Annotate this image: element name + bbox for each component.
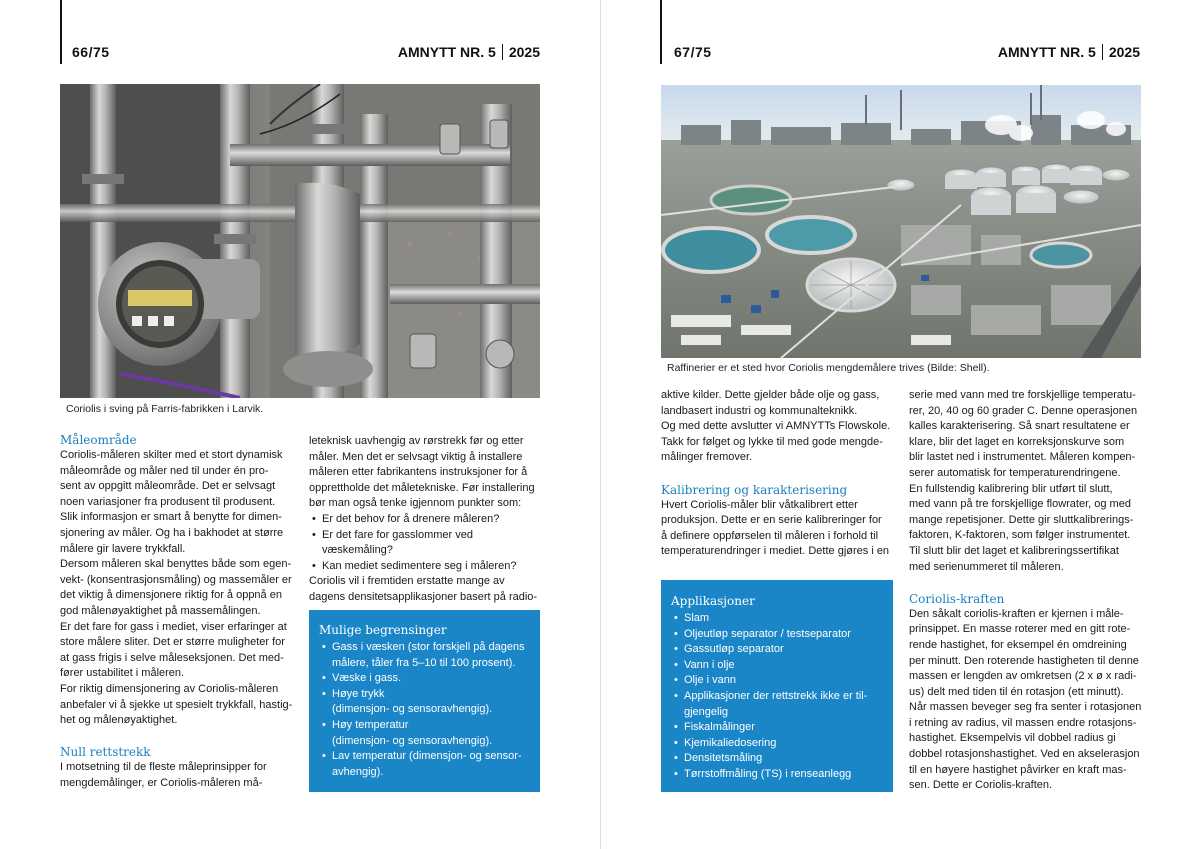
left-column-2 (309, 434, 544, 606)
applications-list (671, 611, 883, 783)
list-item: • Gassutløp separator (671, 642, 883, 658)
body-line: leteknisk uavhengig av rørstrekk før og etter (309, 435, 524, 447)
body-line: fører ustabilitet i måleren. (60, 667, 185, 680)
list-item: • Oljeutløp separator / testseparator (671, 627, 883, 643)
box-title: Mulige begrensinger (319, 623, 447, 637)
body-line: mengdemålinger, er Coriolis-måleren må- (60, 776, 263, 789)
list-item: • Lav temperatur (dimensjon- og sensor- avhengig). (319, 749, 530, 780)
body-line: dobbel rotasjonshastighet. Ved en akselerasjon (909, 748, 1140, 761)
body-line: måleren etter fabrikantens instruksjoner for å (309, 466, 528, 479)
right-page (600, 0, 1200, 849)
body-line: I motsetning til de fleste måleprinsipper for (60, 761, 267, 774)
body-line: anbefaler vi å sjekke ut spesielt trykkfall, hastig- (60, 698, 293, 711)
right-column-1 (661, 388, 899, 560)
checklist (309, 512, 544, 574)
body-line: Coriolis-måleren skilter med et stort dynamisk (60, 449, 283, 461)
page-number: 67/75 (674, 44, 712, 60)
body-line: opprettholde det måletekniske. Før installering (309, 481, 535, 494)
body-line: Til slutt blir det laget et kalibreringssertifikat (909, 544, 1119, 557)
publication-year: 2025 (508, 44, 540, 60)
body-line: sen. Dette er Coriolis-kraften. (909, 779, 1053, 792)
publication-name: AMNYTT NR. 5 (397, 44, 496, 60)
body-line: Er det fare for gass i mediet, viser erfaringer at (60, 620, 287, 633)
page-marker-line (60, 0, 62, 64)
list-item: • Gass i væsken (stor forskjell på dagens målere, tåler fra 5–10 til 100 prosent). (319, 640, 530, 671)
body-line: per minutt. Den roterende hastigheten til denne (909, 654, 1139, 667)
body-line: prinsippet. En masse roterer med en gitt rote- (909, 623, 1131, 636)
publication-header (398, 44, 540, 60)
section-heading-coriolis-kraften: Coriolis-kraften (909, 591, 1005, 606)
body-line: For riktig dimensjonering av Coriolis-måleren (60, 682, 279, 695)
body-line: Dersom måleren skal benyttes både som egen- (60, 558, 292, 571)
page-marker-line (660, 0, 662, 64)
body-line: temperaturendringer i mediet. Dette gjøres i en (661, 545, 890, 558)
body-line: En fullstendig kalibrering blir utført til slutt, (909, 482, 1113, 495)
body-line: produksjon. Dette er en serie kalibreringer for (661, 514, 882, 527)
body-line: faktoren, K-faktoren, som følger instrumentet. (909, 529, 1131, 542)
box-title: Applikasjoner (671, 594, 755, 608)
list-item: • Tørrstoffmåling (TS) i renseanlegg (671, 767, 883, 783)
list-item: • Er det behov for å drenere måleren? (309, 512, 544, 528)
body-line: blir lastet ned i instrumentet. Måleren kompen- (909, 451, 1136, 464)
body-line: rer, 20, 40 og 60 grader C. Denne operasjonen (909, 404, 1138, 417)
body-line: hastighet. Eksempelvis vil dobbel radius gi (909, 732, 1116, 745)
applications-box (661, 580, 893, 792)
list-item: • Applikasjoner der rettstrekk ikke er til- gjengelig (671, 689, 883, 720)
list-item: • Olje i vann (671, 673, 883, 689)
list-item: • Vann i olje (671, 658, 883, 674)
body-line: Takk for følget og lykke til med gode mengde- (661, 435, 883, 448)
list-item: • Kan mediet sedimentere seg i måleren? (309, 559, 544, 575)
list-item: • Fiskalmålinger (671, 720, 883, 736)
section-heading-maleomrade: Måleområde (60, 433, 137, 447)
body-line: å definere oppførselen til måleren i forhold til (661, 529, 879, 542)
body-line: med serienummeret til måleren. (909, 560, 1064, 573)
body-line: Den såkalt coriolis-kraften er kjernen i måle- (909, 607, 1124, 620)
photo-caption: Raffinerier er et sted hvor Coriolis mengdemålere trives (Bilde: Shell). (667, 362, 990, 374)
photo-caption: Coriolis i sving på Farris-fabrikken i Larvik. (66, 403, 264, 415)
body-line: Slik informasjon er smart å benytte for dimen- (60, 511, 282, 524)
body-line: serie med vann med tre forskjellige temperatu- (909, 389, 1136, 401)
body-line: målere gir lavere trykkfall. (60, 542, 186, 555)
body-line: aktive kilder. Dette gjelder både olje og gass, (661, 389, 880, 401)
body-line: noen variasjoner fra produsent til produsent. (60, 495, 276, 508)
publication-year: 2025 (1108, 44, 1140, 60)
list-item: • Væske i gass. (319, 671, 530, 687)
page-number: 66/75 (72, 44, 110, 60)
list-item: • Kjemikaliedosering (671, 736, 883, 752)
body-line: landbasert industri og kommunalteknikk. (661, 404, 858, 417)
section-heading-null-rettstrekk: Null rettstrekk (60, 745, 151, 760)
body-line: store målere sliter. Det er større muligheter for (60, 636, 285, 649)
body-line: us) delt med tiden til én rotasjon (ett minutt). (909, 685, 1124, 698)
body-line: kalles karakterisering. Så snart resultatene er (909, 420, 1130, 433)
body-line: massen er lengden av omkretsen (2 x ø x radi- (909, 670, 1137, 683)
list-item: • Høy temperatur (dimensjon- og sensoravhengig). (319, 718, 530, 749)
body-line: sent av oppgitt måleområde. Det er selvsagt (60, 480, 276, 493)
left-column-1 (60, 432, 294, 791)
body-line: Hvert Coriolis-måler blir våtkalibrert etter (661, 498, 858, 511)
limitations-list (319, 640, 530, 780)
section-heading-kalibrering: Kalibrering og karakterisering (661, 482, 848, 497)
body-line: sjonering av måler. Og ha i bakhodet at større (60, 526, 284, 539)
body-line: at gass frigis i selve måleseksjonen. Det med- (60, 651, 284, 664)
body-line: dagens densitetsapplikasjoner basert på radio- (309, 590, 538, 603)
body-line: rende hastighet, for eksempel én omdreining (909, 638, 1127, 651)
list-item: • Slam (671, 611, 883, 627)
body-line: Coriolis vil i fremtiden erstatte mange av (309, 575, 505, 588)
body-line: det viktig å dimensjonere riktig for å oppnå en (60, 589, 282, 602)
body-line: bør man også tenke igjennom punkter som: (309, 497, 522, 510)
body-line: måler. Men det er selvsagt viktig å installere (309, 450, 523, 463)
list-item: • Høye trykk (dimensjon- og sensoravhengig). (319, 687, 530, 718)
body-line: målinger fremover. (661, 451, 753, 464)
body-line: mange repetisjoner. Dette gir sluttkalibrerings- (909, 513, 1134, 526)
body-line: het og målenøyaktighet. (60, 714, 178, 727)
list-item: • Er det fare for gasslommer ved væskemåling? (309, 528, 544, 559)
body-line: med vann på tre forskjellige flowrater, og med (909, 498, 1131, 511)
refinery-photo (661, 85, 1141, 358)
body-line: god målenøyaktighet på massemålingen. (60, 604, 261, 617)
limitations-box (309, 610, 540, 792)
body-line: klare, blir det laget en korreksjonskurve som (909, 435, 1125, 448)
publication-header (998, 44, 1140, 60)
publication-name: AMNYTT NR. 5 (997, 44, 1096, 60)
body-line: måleområde og måler ned til under én pro- (60, 464, 269, 477)
body-line: Når massen beveger seg fra senter i rotasjonen (909, 701, 1142, 714)
body-line: vekt- (konsentrasjonsmåling) og massemåler er (60, 573, 292, 586)
body-line: i retning av radius, vil massen endre rotasjons- (909, 716, 1137, 729)
body-line: Og med dette avslutter vi AMNYTTs Flowskole. (661, 420, 891, 433)
right-column-2 (909, 388, 1145, 794)
list-item: • Densitetsmåling (671, 751, 883, 767)
coriolis-meter-photo (60, 84, 540, 398)
body-line: til en høyere hastighet påvirker en kraft mas- (909, 763, 1127, 776)
body-line: serer automatisk for temperaturendringene. (909, 466, 1121, 479)
